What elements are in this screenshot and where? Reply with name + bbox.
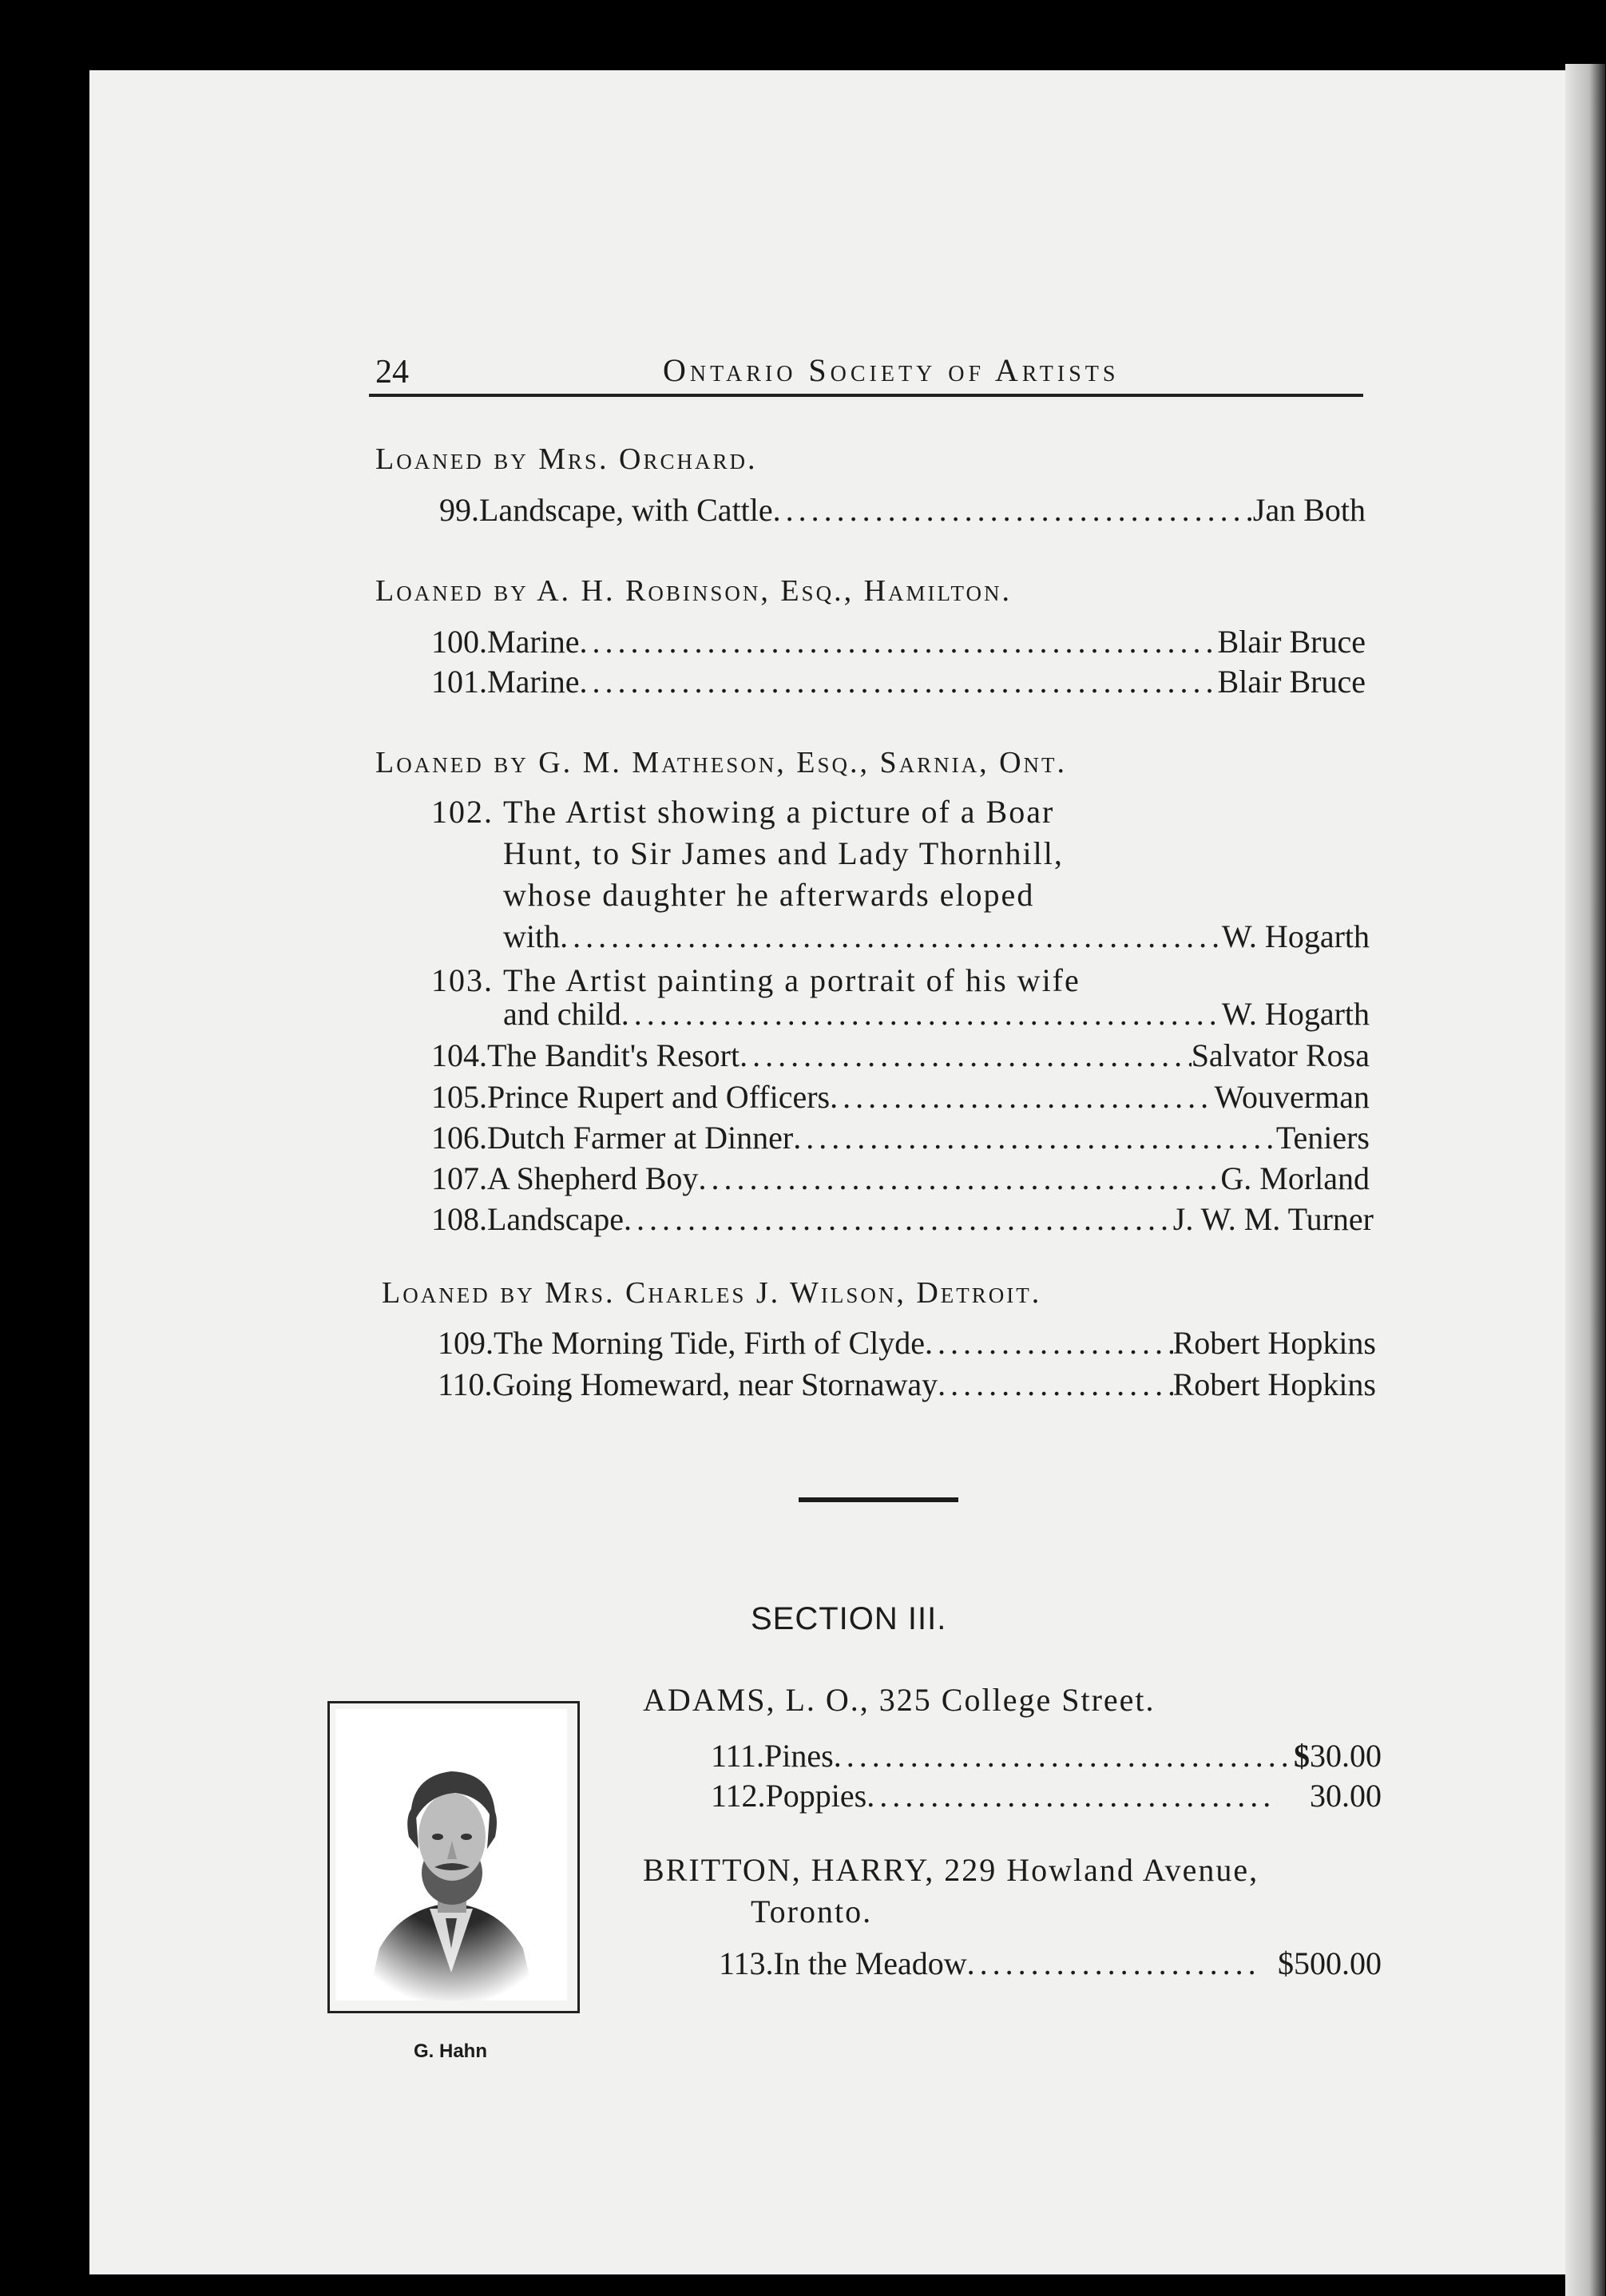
entry-title: with <box>503 918 561 954</box>
priced-entry <box>711 1737 1382 1775</box>
entry-title: In the Meadow <box>773 1945 967 1981</box>
entry-artist: Wouverman <box>1214 1079 1370 1115</box>
running-title: Ontario Society of Artists <box>663 352 1120 388</box>
entry-artist: Jan Both <box>1252 492 1366 528</box>
entry-title-line: Hunt, to Sir James and Lady Thornhill, <box>503 835 1064 871</box>
artist-heading: BRITTON, HARRY, 229 Howland Avenue, <box>643 1852 1259 1888</box>
entry-title: A Shepherd Boy <box>487 1160 699 1196</box>
entry-number: 99. <box>439 492 479 528</box>
entry-artist: Blair Bruce <box>1217 624 1366 660</box>
leader-dots <box>830 1078 1214 1116</box>
entry-title: Dutch Farmer at Dinner <box>487 1120 794 1156</box>
entry-title-line: The Artist showing a picture of a Boar <box>503 794 1055 830</box>
leader-dots <box>925 1324 1173 1362</box>
catalogue-entry <box>431 1160 1370 1197</box>
leader-dots <box>698 1160 1220 1197</box>
entry-title-line: The Artist painting a portrait of his wife <box>503 962 1081 998</box>
currency-sign: $ <box>1294 1738 1310 1774</box>
lender-heading: Loaned by Mrs. Orchard. <box>375 442 758 476</box>
leader-dots <box>624 1200 1173 1238</box>
entry-number: 106. <box>431 1120 487 1156</box>
entry-title: The Bandit's Resort <box>487 1037 740 1073</box>
catalogue-entry <box>431 663 1366 700</box>
entry-price: $500.00 <box>1278 1945 1382 1981</box>
leader-dots <box>773 491 1253 529</box>
entry-artist: Robert Hopkins <box>1172 1366 1376 1402</box>
entry-artist: Salvator Rosa <box>1191 1037 1370 1073</box>
entry-title: Landscape, with Cattle <box>479 492 773 528</box>
catalogue-entry <box>503 918 1370 955</box>
catalogue-entry <box>503 995 1370 1033</box>
leader-dots <box>938 1366 1172 1403</box>
leader-dots <box>740 1037 1192 1074</box>
catalogue-entry <box>431 1119 1370 1156</box>
entry-price: 30.00 <box>1310 1738 1382 1774</box>
leader-dots <box>580 623 1218 660</box>
leader-dots <box>793 1119 1276 1156</box>
section-title: SECTION III. <box>751 1601 947 1636</box>
entry-artist: Teniers <box>1275 1120 1370 1156</box>
header-rule <box>369 394 1363 397</box>
priced-entry <box>719 1945 1382 1982</box>
leader-dots <box>580 663 1218 700</box>
entry-number: 112. <box>711 1778 766 1814</box>
portrait-photo <box>335 1709 567 2001</box>
leader-dots <box>866 1777 1278 1814</box>
entry-artist: J. W. M. Turner <box>1172 1201 1374 1237</box>
entry-title: The Morning Tide, Firth of Clyde <box>494 1325 926 1361</box>
catalogue-entry <box>438 1324 1376 1362</box>
entry-title: Pines <box>764 1738 834 1774</box>
leader-dots <box>621 995 1222 1033</box>
entry-artist: G. Morland <box>1220 1160 1370 1196</box>
entry-number: 105. <box>431 1079 487 1115</box>
entry-artist: W. Hogarth <box>1221 996 1370 1032</box>
artist-heading: ADAMS, L. O., 325 College Street. <box>643 1682 1156 1718</box>
lender-heading: Loaned by Mrs. Charles J. Wilson, Detroit. <box>382 1276 1042 1310</box>
entry-number: 110. <box>438 1366 493 1402</box>
leader-dots <box>834 1737 1294 1775</box>
catalogue-entry <box>439 491 1366 529</box>
entry-title: and child <box>503 996 621 1032</box>
entry-price: 30.00 <box>1310 1778 1382 1814</box>
artist-heading-cont: Toronto. <box>751 1894 873 1929</box>
entry-title: Going Homeward, near Stornaway <box>492 1366 938 1402</box>
entry-number: 108. <box>431 1201 487 1237</box>
entry-artist: Robert Hopkins <box>1172 1325 1376 1361</box>
entry-line <box>431 793 1054 831</box>
leader-dots <box>967 1945 1254 1982</box>
portrait-caption: G. Hahn <box>414 2040 488 2062</box>
lender-heading: Loaned by G. M. Matheson, Esq., Sarnia, Ont. <box>375 746 1068 779</box>
portrait-image <box>335 1709 567 2001</box>
entry-number: 109. <box>438 1325 494 1361</box>
entry-title-line: whose daughter he afterwards eloped <box>503 877 1035 913</box>
catalogue-entry <box>431 1078 1370 1116</box>
section-divider <box>799 1497 958 1502</box>
entry-number: 100. <box>431 624 487 660</box>
entry-title: Poppies <box>765 1778 867 1814</box>
entry-artist: Blair Bruce <box>1217 664 1366 700</box>
page-number: 24 <box>375 354 409 391</box>
entry-number: 103. <box>431 962 494 998</box>
entry-title: Prince Rupert and Officers <box>487 1079 831 1115</box>
entry-number: 101. <box>431 664 487 700</box>
entry-artist: W. Hogarth <box>1221 918 1370 954</box>
entry-title: Marine <box>487 624 580 660</box>
entry-number: 113. <box>719 1945 774 1981</box>
leader-dots <box>560 918 1222 955</box>
entry-number: 107. <box>431 1160 487 1196</box>
entry-title: Landscape <box>487 1201 625 1237</box>
lender-heading: Loaned by A. H. Robinson, Esq., Hamilton. <box>375 574 1013 608</box>
entry-number: 102. <box>431 794 494 830</box>
entry-line <box>431 962 1081 999</box>
page-edge <box>1565 64 1605 2296</box>
catalogue-entry <box>438 1366 1376 1403</box>
entry-title: Marine <box>487 664 580 700</box>
priced-entry <box>711 1777 1382 1814</box>
entry-number: 104. <box>431 1037 487 1073</box>
catalogue-entry <box>431 1200 1374 1238</box>
catalogue-entry <box>431 1037 1370 1074</box>
catalogue-entry <box>431 623 1366 660</box>
entry-number: 111. <box>711 1738 765 1774</box>
